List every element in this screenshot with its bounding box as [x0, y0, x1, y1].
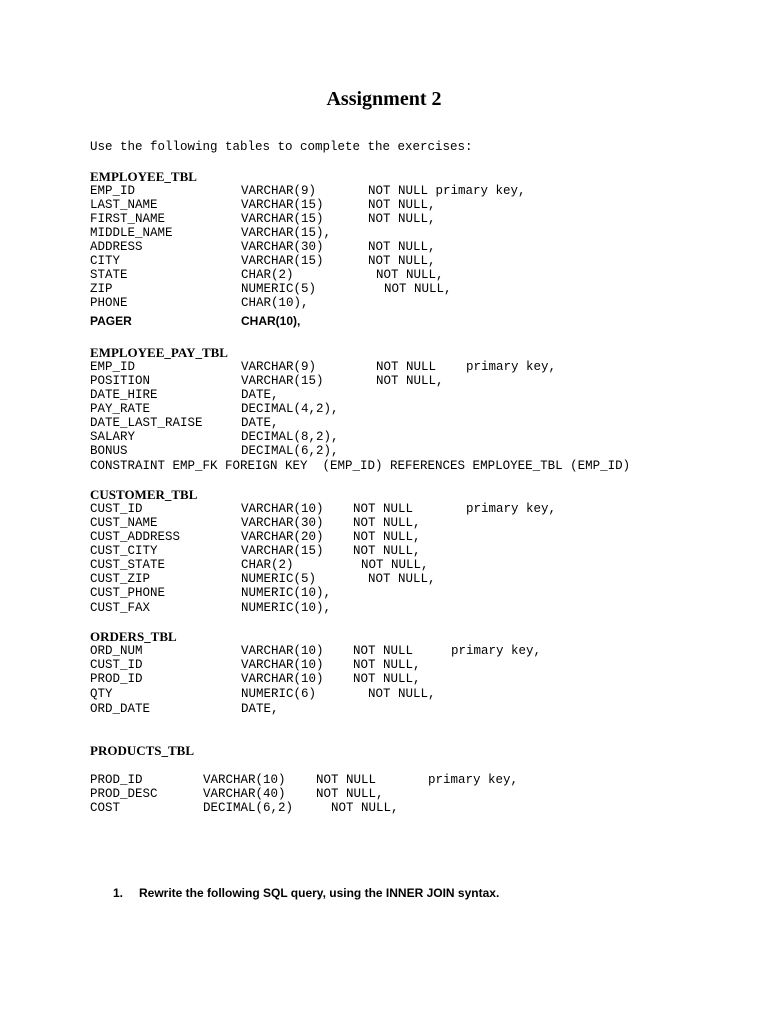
- column-key: primary key,: [466, 360, 557, 374]
- table-row: [0, 558, 768, 572]
- table-row: [0, 430, 768, 444]
- column-type: NUMERIC(5): [241, 282, 317, 296]
- column-constraint: NOT NULL primary key,: [368, 184, 526, 198]
- column-type: DATE,: [241, 416, 279, 430]
- column-type: VARCHAR(10): [203, 773, 286, 787]
- column-constraint: NOT NULL: [376, 360, 437, 374]
- column-type: VARCHAR(15): [241, 374, 324, 388]
- table-row: [0, 672, 768, 686]
- column-type: NUMERIC(10),: [241, 601, 332, 615]
- table-row: [0, 198, 768, 212]
- table-row: [0, 184, 768, 198]
- column-type: CHAR(10),: [241, 314, 301, 328]
- column-type: DATE,: [241, 702, 279, 716]
- table-row: [0, 572, 768, 586]
- column-name: PAGER: [90, 314, 132, 328]
- employee-pay-tbl-heading: EMPLOYEE_PAY_TBL: [90, 345, 228, 360]
- column-type: CHAR(2): [241, 558, 294, 572]
- column-type: VARCHAR(30): [241, 516, 324, 530]
- table-row: [0, 444, 768, 458]
- column-constraint: NOT NULL: [353, 502, 414, 516]
- table-row: [0, 212, 768, 226]
- column-constraint: NOT NULL: [353, 644, 414, 658]
- column-name: CUST_NAME: [90, 516, 158, 530]
- table-row: [0, 702, 768, 716]
- column-constraint: NOT NULL,: [376, 268, 444, 282]
- column-type: VARCHAR(15): [241, 544, 324, 558]
- table-row: [0, 502, 768, 516]
- column-name: LAST_NAME: [90, 198, 158, 212]
- column-type: VARCHAR(9): [241, 184, 317, 198]
- column-name: BONUS: [90, 444, 128, 458]
- column-name: MIDDLE_NAME: [90, 226, 173, 240]
- column-type: DECIMAL(8,2),: [241, 430, 339, 444]
- column-name: CUST_FAX: [90, 601, 151, 615]
- column-name: PROD_DESC: [90, 787, 158, 801]
- column-key: primary key,: [428, 773, 519, 787]
- column-name: DATE_HIRE: [90, 388, 158, 402]
- column-type: VARCHAR(15),: [241, 226, 332, 240]
- column-type: VARCHAR(40): [203, 787, 286, 801]
- column-constraint: NOT NULL,: [368, 212, 436, 226]
- table-row: [0, 773, 768, 787]
- table-row: [0, 402, 768, 416]
- table-row: [0, 644, 768, 658]
- customer-tbl-heading: CUSTOMER_TBL: [90, 487, 198, 502]
- column-name: STATE: [90, 268, 128, 282]
- table-row: [0, 530, 768, 544]
- table-row: [0, 374, 768, 388]
- table-row: [0, 658, 768, 672]
- column-name: CUST_STATE: [90, 558, 166, 572]
- table-row: [0, 544, 768, 558]
- column-constraint: NOT NULL,: [353, 658, 421, 672]
- column-name: POSITION: [90, 374, 151, 388]
- page-title: Assignment 2: [326, 88, 442, 110]
- column-name: CUST_ID: [90, 658, 143, 672]
- employee-tbl-heading: EMPLOYEE_TBL: [90, 169, 197, 184]
- column-name: CUST_ADDRESS: [90, 530, 181, 544]
- column-key: primary key,: [451, 644, 542, 658]
- table-row: [0, 801, 768, 815]
- column-name: PROD_ID: [90, 773, 143, 787]
- column-name: CUST_ZIP: [90, 572, 151, 586]
- column-type: DECIMAL(6,2),: [241, 444, 339, 458]
- table-row: [0, 586, 768, 600]
- table-row: [0, 787, 768, 801]
- column-name: QTY: [90, 687, 113, 701]
- column-constraint: NOT NULL,: [353, 516, 421, 530]
- column-constraint: NOT NULL,: [384, 282, 452, 296]
- column-type: NUMERIC(5): [241, 572, 317, 586]
- column-name: EMP_ID: [90, 360, 136, 374]
- column-name: ZIP: [90, 282, 113, 296]
- table-row: [0, 240, 768, 254]
- table-row: [0, 388, 768, 402]
- column-name: CUST_PHONE: [90, 586, 166, 600]
- question-1: [113, 886, 499, 900]
- question-number: 1.: [113, 886, 124, 900]
- orders-tbl-heading: ORDERS_TBL: [90, 629, 177, 644]
- column-type: VARCHAR(10): [241, 502, 324, 516]
- column-name: COST: [90, 801, 121, 815]
- column-name: FIRST_NAME: [90, 212, 166, 226]
- column-constraint: NOT NULL,: [368, 572, 436, 586]
- column-name: PAY_RATE: [90, 402, 151, 416]
- column-type: VARCHAR(10): [241, 672, 324, 686]
- column-constraint: NOT NULL,: [368, 198, 436, 212]
- column-type: CHAR(10),: [241, 296, 309, 310]
- column-type: VARCHAR(15): [241, 212, 324, 226]
- column-constraint: NOT NULL,: [376, 374, 444, 388]
- column-type: VARCHAR(9): [241, 360, 317, 374]
- intro-text: Use the following tables to complete the exercises:: [90, 140, 473, 154]
- column-type: VARCHAR(15): [241, 198, 324, 212]
- table-row: [0, 360, 768, 374]
- column-name: SALARY: [90, 430, 136, 444]
- column-constraint: NOT NULL,: [368, 240, 436, 254]
- column-constraint: NOT NULL,: [368, 687, 436, 701]
- column-constraint: NOT NULL,: [353, 530, 421, 544]
- column-name: PHONE: [90, 296, 128, 310]
- column-constraint: NOT NULL,: [353, 544, 421, 558]
- column-name: CITY: [90, 254, 121, 268]
- column-name: EMP_ID: [90, 184, 136, 198]
- column-name: PROD_ID: [90, 672, 143, 686]
- table-row: [0, 516, 768, 530]
- column-name: DATE_LAST_RAISE: [90, 416, 203, 430]
- table-row: [0, 282, 768, 296]
- table-row: [0, 268, 768, 282]
- foreign-key-constraint: CONSTRAINT EMP_FK FOREIGN KEY (EMP_ID) REFERENCES EMPLOYEE_TBL (EMP_ID): [90, 459, 631, 473]
- table-row: [0, 314, 768, 328]
- column-type: DECIMAL(6,2): [203, 801, 294, 815]
- column-type: VARCHAR(15): [241, 254, 324, 268]
- column-type: DATE,: [241, 388, 279, 402]
- column-constraint: NOT NULL,: [331, 801, 399, 815]
- column-constraint: NOT NULL,: [353, 672, 421, 686]
- table-row: [0, 601, 768, 615]
- products-tbl-heading: PRODUCTS_TBL: [90, 743, 195, 758]
- column-constraint: NOT NULL,: [368, 254, 436, 268]
- column-name: CUST_CITY: [90, 544, 158, 558]
- column-constraint: NOT NULL: [316, 773, 377, 787]
- column-type: VARCHAR(20): [241, 530, 324, 544]
- column-name: ORD_DATE: [90, 702, 151, 716]
- column-type: DECIMAL(4,2),: [241, 402, 339, 416]
- table-row: [0, 254, 768, 268]
- column-type: NUMERIC(6): [241, 687, 317, 701]
- column-name: ORD_NUM: [90, 644, 143, 658]
- table-row: [0, 687, 768, 701]
- column-type: VARCHAR(10): [241, 644, 324, 658]
- column-type: VARCHAR(30): [241, 240, 324, 254]
- column-type: VARCHAR(10): [241, 658, 324, 672]
- column-constraint: NOT NULL,: [316, 787, 384, 801]
- table-row: [0, 226, 768, 240]
- column-name: ADDRESS: [90, 240, 143, 254]
- column-type: NUMERIC(10),: [241, 586, 332, 600]
- table-row: [0, 459, 768, 473]
- table-row: [0, 296, 768, 310]
- table-row: [0, 416, 768, 430]
- column-constraint: NOT NULL,: [361, 558, 429, 572]
- column-type: CHAR(2): [241, 268, 294, 282]
- column-key: primary key,: [466, 502, 557, 516]
- column-name: CUST_ID: [90, 502, 143, 516]
- question-text: Rewrite the following SQL query, using the INNER JOIN syntax.: [139, 886, 500, 900]
